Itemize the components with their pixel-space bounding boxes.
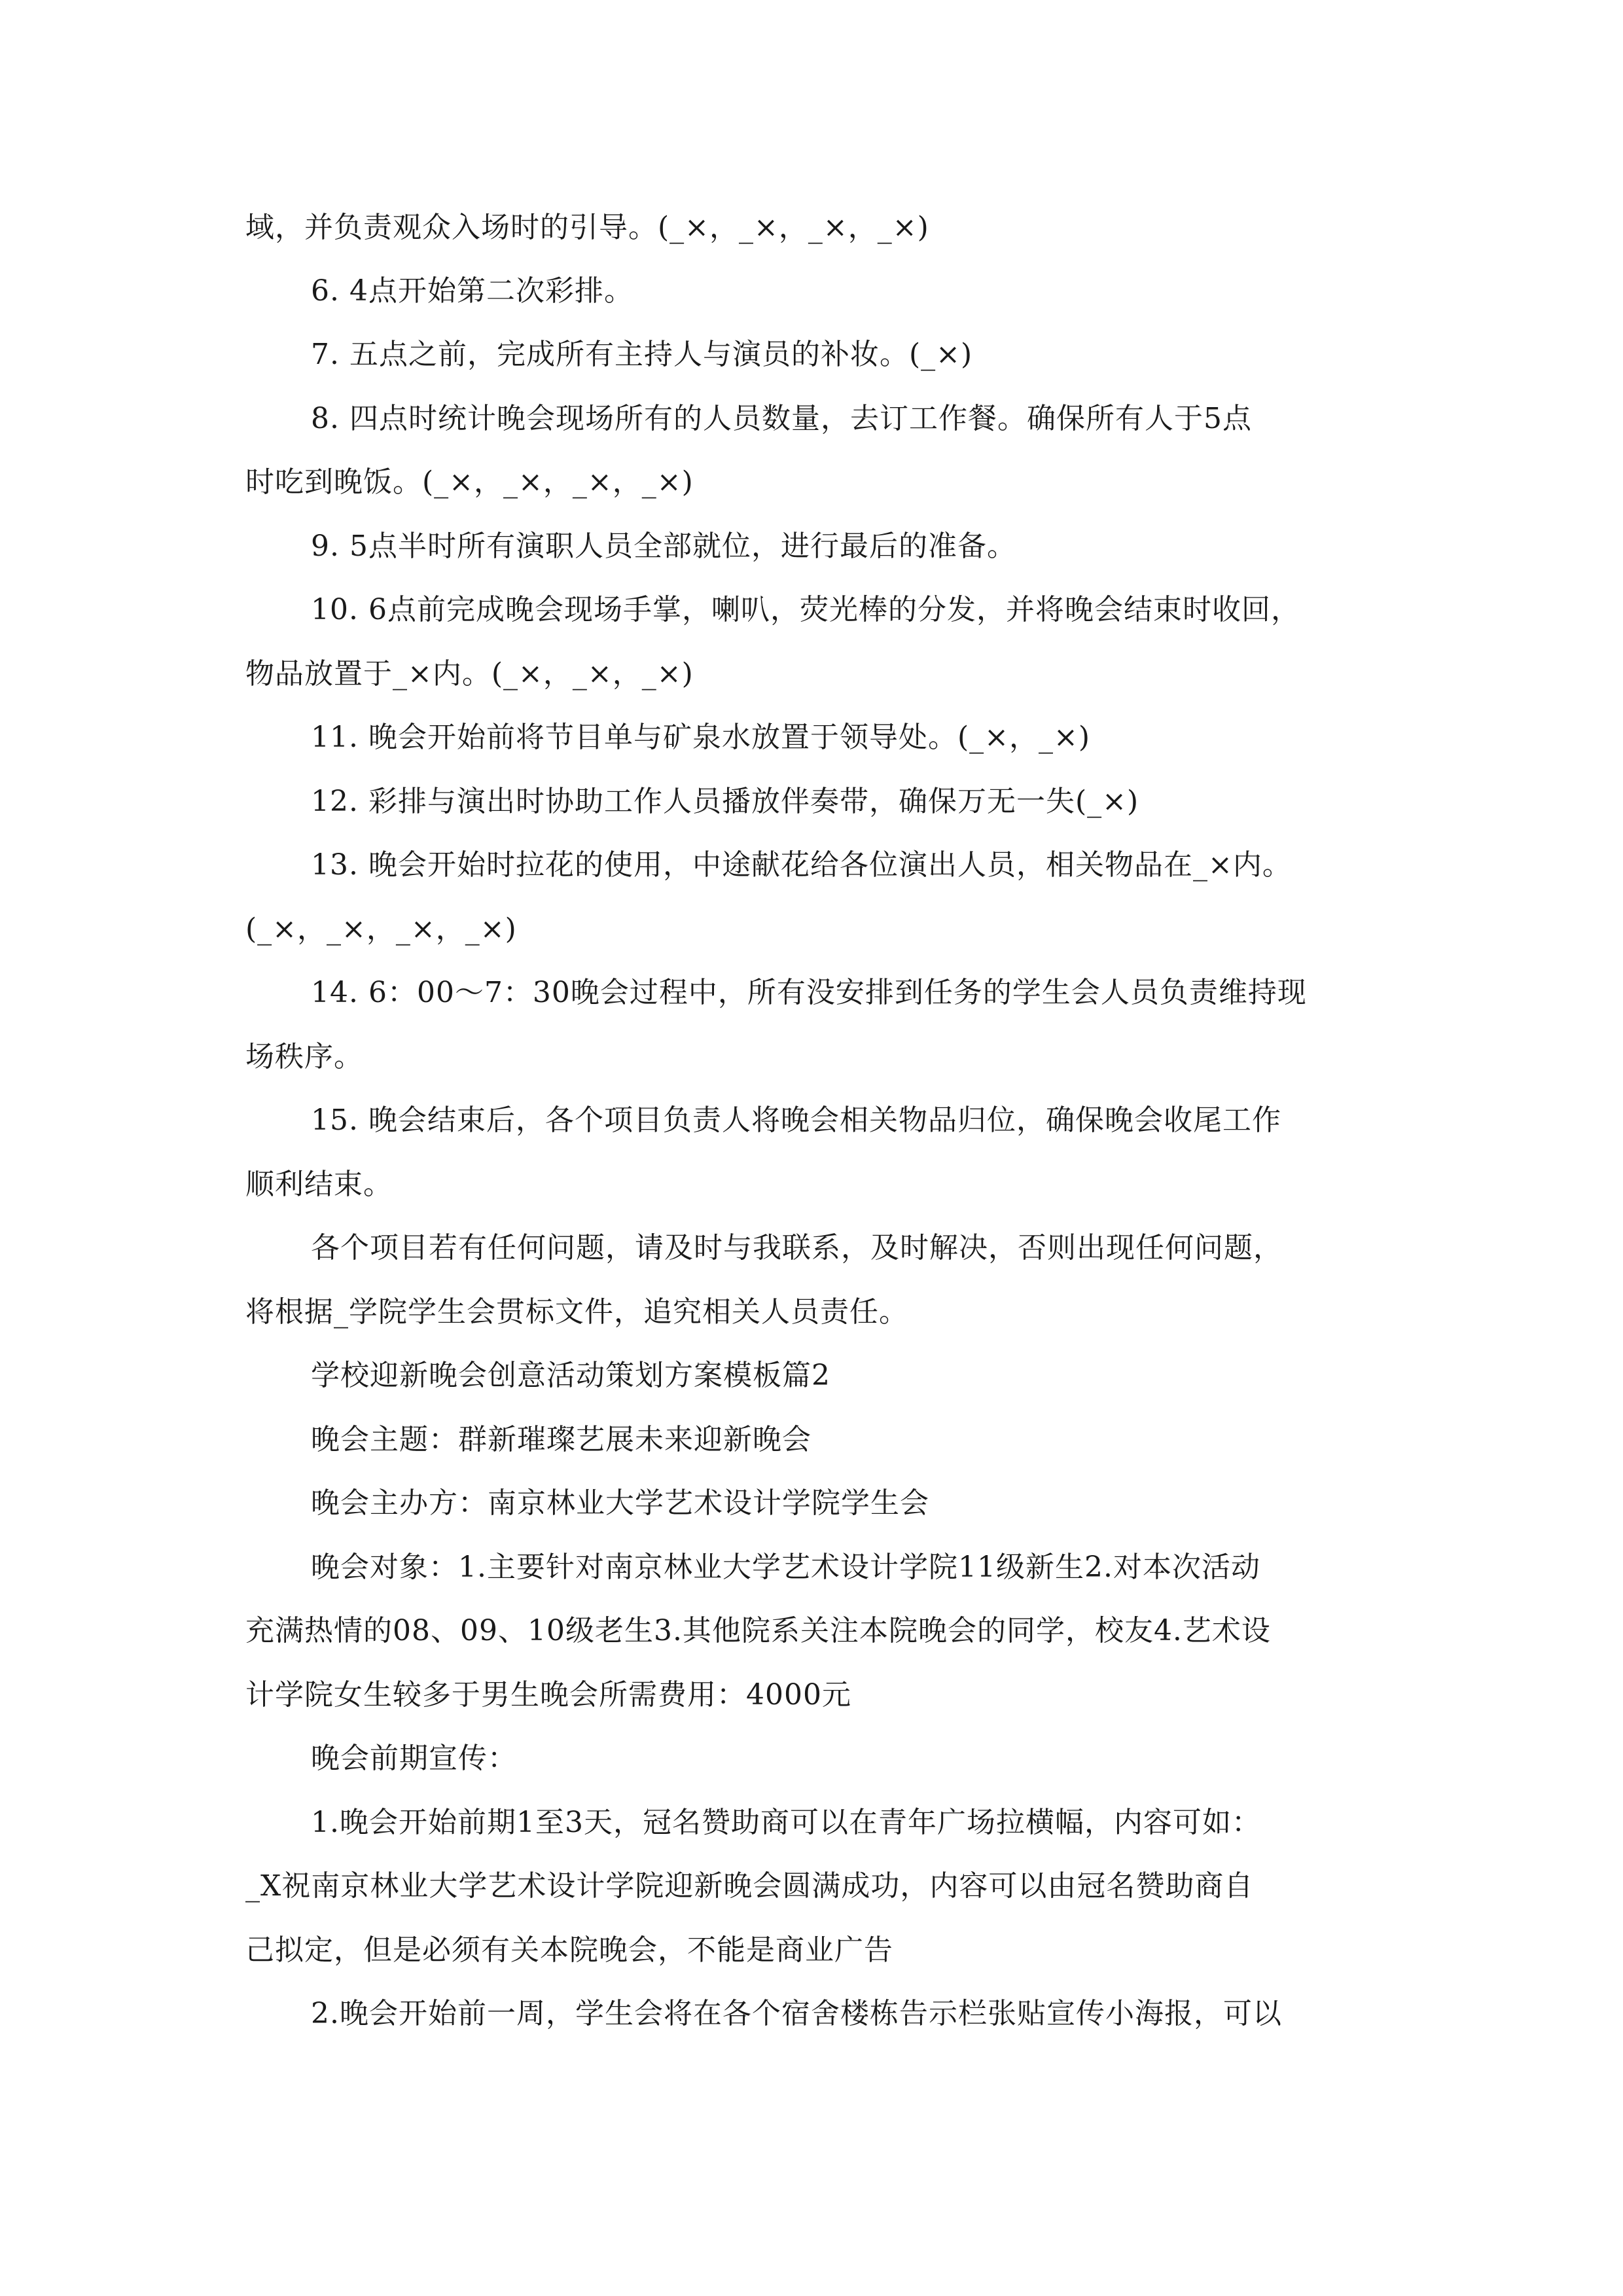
text-line: 顺利结束。 bbox=[245, 1168, 393, 1201]
text-line: 15. 晚会结束后，各个项目负责人将晚会相关物品归位，确保晚会收尾工作 bbox=[311, 1103, 1281, 1137]
text-line: 9. 5点半时所有演职人员全部就位，进行最后的准备。 bbox=[311, 529, 1016, 563]
text-line: 场秩序。 bbox=[245, 1040, 363, 1073]
text-line: 各个项目若有任何问题，请及时与我联系，及时解决，否则出现任何问题， bbox=[311, 1231, 1283, 1265]
text-line: 时吃到晚饭。(_×，_×，_×，_×) bbox=[245, 465, 694, 499]
text-line: 11. 晚会开始前将节目单与矿泉水放置于领导处。(_×，_×) bbox=[311, 721, 1091, 754]
text-line: 10. 6点前完成晚会现场手掌，喇叭，荧光棒的分发，并将晚会结束时收回， bbox=[311, 593, 1300, 626]
text-line: 己拟定，但是必须有关本院晚会，不能是商业广告 bbox=[245, 1933, 893, 1967]
text-line: 物品放置于_×内。(_×，_×，_×) bbox=[245, 657, 694, 691]
text-line: 12. 彩排与演出时协助工作人员播放伴奏带，确保万无一失(_×) bbox=[311, 785, 1139, 818]
text-line: 7. 五点之前，完成所有主持人与演员的补妆。(_×) bbox=[311, 338, 973, 371]
text-line: (_×，_×，_×，_×) bbox=[245, 912, 517, 946]
text-line: 晚会前期宣传： bbox=[311, 1742, 517, 1775]
text-line: 2.晚会开始前一周，学生会将在各个宿舍楼栋告示栏张贴宣传小海报，可以 bbox=[311, 1997, 1282, 2030]
text-line: 晚会对象：1.主要针对南京林业大学艺术设计学院11级新生2.对本次活动 bbox=[311, 1551, 1260, 1584]
text-line: 域，并负责观众入场时的引导。(_×，_×，_×，_×) bbox=[245, 211, 929, 244]
text-line: 晚会主题：群新璀璨艺展未来迎新晚会 bbox=[311, 1423, 812, 1456]
text-line: _X祝南京林业大学艺术设计学院迎新晚会圆满成功，内容可以由冠名赞助商自 bbox=[245, 1869, 1254, 1903]
text-line: 晚会主办方：南京林业大学艺术设计学院学生会 bbox=[311, 1486, 929, 1520]
text-line: 1.晚会开始前期1至3天，冠名赞助商可以在青年广场拉横幅，内容可如： bbox=[311, 1806, 1261, 1839]
text-line: 充满热情的08、09、10级老生3.其他院系关注本院晚会的同学，校友4.艺术设 bbox=[245, 1614, 1271, 1647]
text-line: 8. 四点时统计晚会现场所有的人员数量，去订工作餐。确保所有人于5点 bbox=[311, 402, 1252, 435]
text-line: 14. 6：00～7：30晚会过程中，所有没安排到任务的学生会人员负责维持现 bbox=[311, 976, 1307, 1009]
text-line: 13. 晚会开始时拉花的使用，中途献花给各位演出人员，相关物品在_×内。 bbox=[311, 848, 1292, 882]
section-heading: 学校迎新晚会创意活动策划方案模板篇2 bbox=[311, 1359, 830, 1392]
text-line: 计学院女生较多于男生晚会所需费用：4000元 bbox=[245, 1678, 851, 1712]
text-line: 将根据_学院学生会贯标文件，追究相关人员责任。 bbox=[245, 1295, 908, 1329]
text-line: 6. 4点开始第二次彩排。 bbox=[311, 274, 633, 308]
